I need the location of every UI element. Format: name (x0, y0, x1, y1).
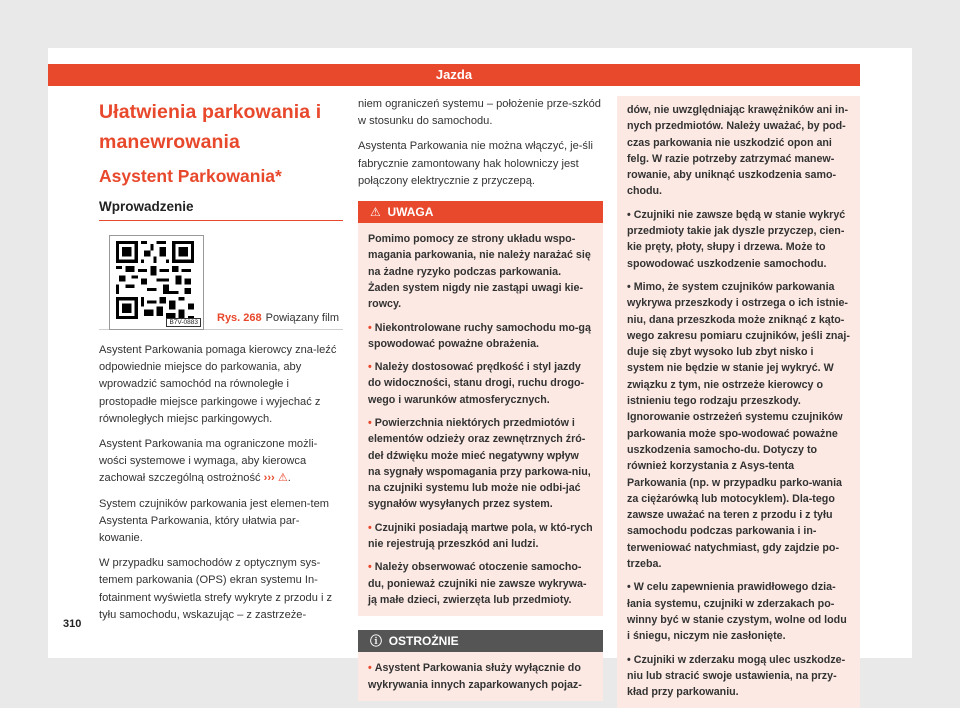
list-item (627, 579, 850, 644)
figure-caption-text: Powiązany film (265, 312, 340, 324)
warning-header (358, 201, 603, 223)
bullet-icon: • (368, 361, 372, 374)
body-text (358, 96, 603, 190)
list-item (368, 415, 593, 513)
figure-caption (217, 312, 339, 324)
list-item-text: Należy obserwować otoczenie samocho-du, ponieważ czujniki nie zawsze wykrywa-ją małe dzieci, zwierzęta lub przedmioty. (368, 561, 587, 606)
column-1 (99, 98, 343, 632)
bullet-icon: • (627, 280, 631, 293)
list-item-text: Należy dostosować prędkość i styl jazdy do widoczności, stanu drogi, ruchu drogo-wego i warunków atmosferycznych. (368, 361, 585, 406)
figure (99, 235, 343, 330)
warning-label: UWAGA (387, 205, 434, 220)
list-item-text: Czujniki nie zawsze będą w stanie wykryć przedmioty takie jak dyszle przyczep, cien-kie pręty, płoty, słupy i drzewa. Może to spowodować uszkodzenie samochodu. (627, 208, 846, 270)
arrow-link-icon[interactable]: ››› (263, 472, 275, 485)
column-2 (358, 96, 603, 701)
list-item-text: Niekontrolowane ruchy samochodu mo-gą spowodować poważne obrażenia. (368, 321, 591, 350)
list-item (368, 520, 593, 553)
list-item-text: W celu zapewnienia prawidłowego dzia-łania systemu, czujniki w zderzakach po-winny być w stanie czystym, wolne od lodu i śniegu, niczym nie zasłonięte. (627, 581, 847, 643)
intro-heading: Wprowadzenie (99, 199, 343, 221)
bullet-icon: • (368, 416, 372, 429)
bullet-icon: • (368, 561, 372, 574)
caution-body-continued (617, 96, 860, 708)
list-item-text: Czujniki w zderzaku mogą ulec uszkodze-niu lub stracić swoje ustawienia, na przy-kład przy parkowaniu. (627, 653, 846, 699)
section-header: Jazda (48, 64, 860, 86)
list-item (368, 320, 593, 353)
bullet-icon: • (368, 321, 372, 334)
list-item (368, 660, 593, 693)
list-item-text: Powierzchnia niektórych przedmiotów i elementów odzieży oraz zewnętrznych źró-deł dźwięku może mieć negatywny wpływ na sygnały wspomagania przy parkowa-niu, na czujniki systemu lub może nie odbi-jać sygnałów wysyłanych przez system. (368, 416, 591, 511)
warning-box (358, 201, 603, 616)
paragraph: Asystent Parkowania ma ograniczone możli-wości systemowe i wymaga, aby kierowca zachował szczególną ostrożność ››› ⚠. (99, 438, 318, 485)
list-item (368, 559, 593, 608)
caution-body (358, 652, 603, 701)
warning-body (358, 223, 603, 616)
warning-icon: ⚠ (370, 205, 381, 220)
list-item-text: Asystent Parkowania służy wyłącznie do wykrywania innych zaparkowanych pojaz- (368, 662, 582, 691)
body-text (99, 342, 343, 624)
paragraph: niem ograniczeń systemu – położenie prze-szkód w stosunku do samochodu. (358, 98, 601, 128)
page-number: 310 (63, 618, 82, 630)
caution-box (358, 630, 603, 701)
list-item (627, 207, 850, 272)
warning-icon: ⚠ (277, 472, 288, 485)
list-item (368, 359, 593, 408)
caution-label: OSTROŻNIE (388, 634, 459, 649)
bullet-icon: • (627, 581, 631, 594)
title-line-1: Ułatwienia parkowania i (99, 101, 322, 123)
paragraph: W przypadku samochodów z optycznym sys-temem parkowania (OPS) ekran systemu In-fotainment wyświetla strefy wykryte z przodu i z tyłu samochodu, wskazując – z zastrzeże- (99, 557, 333, 621)
warning-intro: Pomimo pomocy ze strony układu wspo-magania parkowania, nie należy narażać się na żadne ryzyko podczas parkowania. Żaden system nigdy nie zastąpi uwagi kie-rowcy. (368, 233, 591, 311)
paragraph-text: Asystent Parkowania ma ograniczone możli-wości systemowe i wymaga, aby kierowca zachował szczególną ostrożność (99, 438, 318, 485)
list-item-text: Czujniki posiadają martwe pola, w któ-rych nie rejestrują przeszkód ani ludzi. (368, 521, 593, 551)
caution-header (358, 630, 603, 652)
qr-code-icon[interactable] (109, 235, 204, 330)
page-title (99, 98, 343, 156)
list-item-text: Mimo, że system czujników parkowania wykrywa przeszkody i ostrzega o ich istnie-niu, dana przeszkoda może zniknąć z kąto-wego zakresu pomiaru czujników, jeśli znaj-duje się zbyt wysoko lub zbyt nisko i system nie będzie w stanie jej wykryć. W związku z tym, nie ostrzeże kierowcy o istnieniu tego rodzaju przeszkody. Ignorowanie ostrzeżeń systemu czujników parkowania może spo-wodować poważne uszkodzenia samocho-du. Dotyczy to również korzystania z Asys-tenta Parkowania (np. w przypadku parko-wania za ciężarówką lub motocyklem). Dla-tego zawsze uważać na teren z przodu i z tyłu samochodu podczas parkowania i in-terweniować natychmiast, gdy zajdzie po-trzeba. (627, 280, 850, 571)
column-3-caution-continued (617, 96, 860, 708)
bullet-icon: • (368, 662, 372, 675)
paragraph: Asystent Parkowania pomaga kierowcy zna-leźć odpowiednie miejsce do parkowania, aby wprowadzić samochód na równoległe i prostopadłe miejsce parkingowe i wyjechać z równoległych miejsc parkingowych. (99, 344, 337, 425)
qr-code-label: B7V-0883 (166, 318, 201, 327)
list-item (627, 279, 850, 572)
info-icon: ⓘ (370, 634, 383, 649)
bullet-icon: • (627, 208, 631, 221)
paragraph: System czujników parkowania jest elemen-tem Asystenta Parkowania, który ułatwia par-kowanie. (99, 497, 329, 545)
paragraph: Asystenta Parkowania nie można włączyć, je-śli fabrycznie zamontowany hak holowniczy jest połączony elektrycznie z przyczepą. (358, 140, 593, 187)
paragraph: dów, nie uwzględniając krawężników ani in-nych przedmiotów. Należy uważać, by pod-czas parkowania nie uszkodzić opon ani felg. W razie potrzeby zatrzymać manew-rowanie, aby uniknąć uszkodzenia samo-chodu. (627, 104, 849, 198)
bullet-icon: • (627, 653, 631, 666)
bullet-icon: • (368, 521, 372, 534)
section-subtitle: Asystent Parkowania* (99, 166, 282, 186)
list-item (627, 652, 850, 701)
title-line-2: manewrowania (99, 131, 240, 153)
figure-ref: Rys. 268 (217, 312, 262, 324)
